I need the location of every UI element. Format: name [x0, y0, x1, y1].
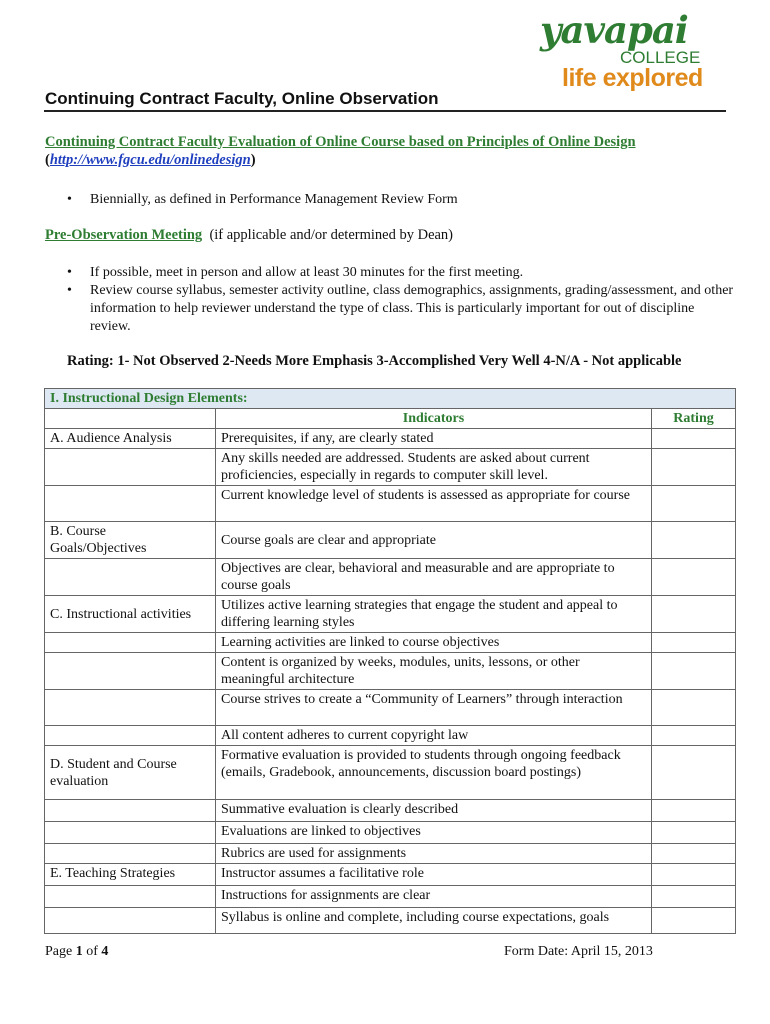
- rating-cell[interactable]: [652, 559, 736, 596]
- rating-cell[interactable]: [652, 690, 736, 726]
- indicator-cell: Any skills needed are addressed. Students are asked about current proficiencies, especially in regards to computer skill level.: [216, 449, 652, 486]
- table-row: [45, 886, 736, 908]
- category-cell: D. Student and Course evaluation: [45, 746, 216, 800]
- indicator-cell: All content adheres to current copyright law: [216, 726, 652, 746]
- category-cell: B. Course Goals/Objectives: [45, 522, 216, 559]
- table-row: [45, 633, 736, 653]
- category-header: [45, 409, 216, 429]
- category-cell: [45, 559, 216, 596]
- table-row: [45, 690, 736, 726]
- table-row: [45, 596, 736, 633]
- rating-cell[interactable]: [652, 486, 736, 522]
- bullet-item: • Review course syllabus, semester activity outline, class demographics, assignments, grading/assessment, and other information to help reviewer understand the type of class. This is particularly important for out of discipline review.: [45, 282, 735, 336]
- table-row: [45, 429, 736, 449]
- rating-cell[interactable]: [652, 522, 736, 559]
- rating-cell[interactable]: [652, 596, 736, 633]
- indicator-cell: Instructions for assignments are clear: [216, 886, 652, 908]
- category-cell: [45, 886, 216, 908]
- page-prefix: Page: [45, 944, 73, 959]
- table-row: [45, 486, 736, 522]
- indicator-cell: Rubrics are used for assignments: [216, 844, 652, 864]
- category-cell: A. Audience Analysis: [45, 429, 216, 449]
- indicator-cell: Content is organized by weeks, modules, units, lessons, or other meaningful architecture: [216, 653, 652, 690]
- table-row: [45, 800, 736, 822]
- category-cell: [45, 822, 216, 844]
- rating-header: Rating: [652, 409, 736, 429]
- frequency-bullet-list: [45, 191, 735, 209]
- category-cell: C. Instructional activities: [45, 596, 216, 633]
- table-body: [45, 429, 736, 934]
- bullet-item: • Biennially, as defined in Performance Management Review Form: [45, 191, 735, 209]
- table-row: [45, 653, 736, 690]
- pre-observation-bullet-list: [45, 264, 735, 336]
- form-date: Form Date: April 15, 2013: [504, 944, 653, 959]
- rating-cell[interactable]: [652, 429, 736, 449]
- table-row: [45, 726, 736, 746]
- category-cell: [45, 800, 216, 822]
- table-row: [45, 559, 736, 596]
- page-of: of: [86, 944, 98, 959]
- indicators-header: Indicators: [216, 409, 652, 429]
- indicator-cell: Summative evaluation is clearly described: [216, 800, 652, 822]
- subheading-url-line: (http://www.fgcu.edu/onlinedesign): [45, 152, 256, 168]
- evaluation-subheading: Continuing Contract Faculty Evaluation of Online Course based on Principles of Online Design: [45, 134, 636, 150]
- category-cell: [45, 653, 216, 690]
- logo-college: COLLEGE: [620, 48, 701, 67]
- pre-observation-label: Pre-Observation Meeting: [45, 227, 203, 243]
- rating-cell[interactable]: [652, 449, 736, 486]
- indicator-cell: Course goals are clear and appropriate: [216, 522, 652, 559]
- rating-cell[interactable]: [652, 746, 736, 800]
- category-cell: [45, 690, 216, 726]
- rating-scale: Rating: 1- Not Observed 2-Needs More Emphasis 3-Accomplished Very Well 4-N/A - Not applicable: [67, 353, 682, 369]
- bullet-item: • If possible, meet in person and allow at least 30 minutes for the first meeting.: [45, 264, 735, 282]
- rating-cell[interactable]: [652, 822, 736, 844]
- page-current: 1: [75, 944, 83, 959]
- table-row: [45, 746, 736, 800]
- table-row: [45, 864, 736, 886]
- page-total: 4: [101, 944, 109, 959]
- category-cell: [45, 633, 216, 653]
- pre-observation-heading: [45, 227, 453, 244]
- category-cell: [45, 726, 216, 746]
- logo-tagline: life explored: [562, 64, 703, 92]
- logo-wordmark: yavapai: [540, 8, 688, 52]
- category-cell: [45, 486, 216, 522]
- table-row: [45, 844, 736, 864]
- table-row: [45, 822, 736, 844]
- online-design-link[interactable]: http://www.fgcu.edu/onlinedesign: [49, 152, 251, 168]
- category-cell: [45, 908, 216, 934]
- indicator-cell: Objectives are clear, behavioral and measurable and are appropriate to course goals: [216, 559, 652, 596]
- category-cell: E. Teaching Strategies: [45, 864, 216, 886]
- yavapai-college-logo: [536, 8, 716, 94]
- rating-cell[interactable]: [652, 844, 736, 864]
- rating-cell[interactable]: [652, 864, 736, 886]
- rating-cell[interactable]: [652, 908, 736, 934]
- indicator-cell: Learning activities are linked to course objectives: [216, 633, 652, 653]
- indicator-cell: Prerequisites, if any, are clearly stated: [216, 429, 652, 449]
- indicator-cell: Syllabus is online and complete, including course expectations, goals: [216, 908, 652, 934]
- indicator-cell: Evaluations are linked to objectives: [216, 822, 652, 844]
- title-divider: [44, 110, 726, 112]
- indicator-cell: Current knowledge level of students is assessed as appropriate for course: [216, 486, 652, 522]
- pre-observation-note: (if applicable and/or determined by Dean): [209, 227, 454, 243]
- table-row: [45, 449, 736, 486]
- page-number: [45, 944, 108, 960]
- indicator-cell: Instructor assumes a facilitative role: [216, 864, 652, 886]
- indicator-cell: Course strives to create a “Community of Learners” through interaction: [216, 690, 652, 726]
- rating-cell[interactable]: [652, 633, 736, 653]
- section-title: I. Instructional Design Elements:: [45, 389, 736, 409]
- indicator-cell: Utilizes active learning strategies that engage the student and appeal to differing learning styles: [216, 596, 652, 633]
- table-row: [45, 908, 736, 934]
- rating-cell[interactable]: [652, 886, 736, 908]
- rating-cell[interactable]: [652, 653, 736, 690]
- category-cell: [45, 844, 216, 864]
- rating-cell[interactable]: [652, 800, 736, 822]
- category-cell: [45, 449, 216, 486]
- rating-cell[interactable]: [652, 726, 736, 746]
- indicator-cell: Formative evaluation is provided to students through ongoing feedback (emails, Gradebook, announcements, discussion board postings): [216, 746, 652, 800]
- table-row: [45, 522, 736, 559]
- page-title: Continuing Contract Faculty, Online Observation: [45, 89, 439, 108]
- instructional-design-table: [44, 388, 736, 934]
